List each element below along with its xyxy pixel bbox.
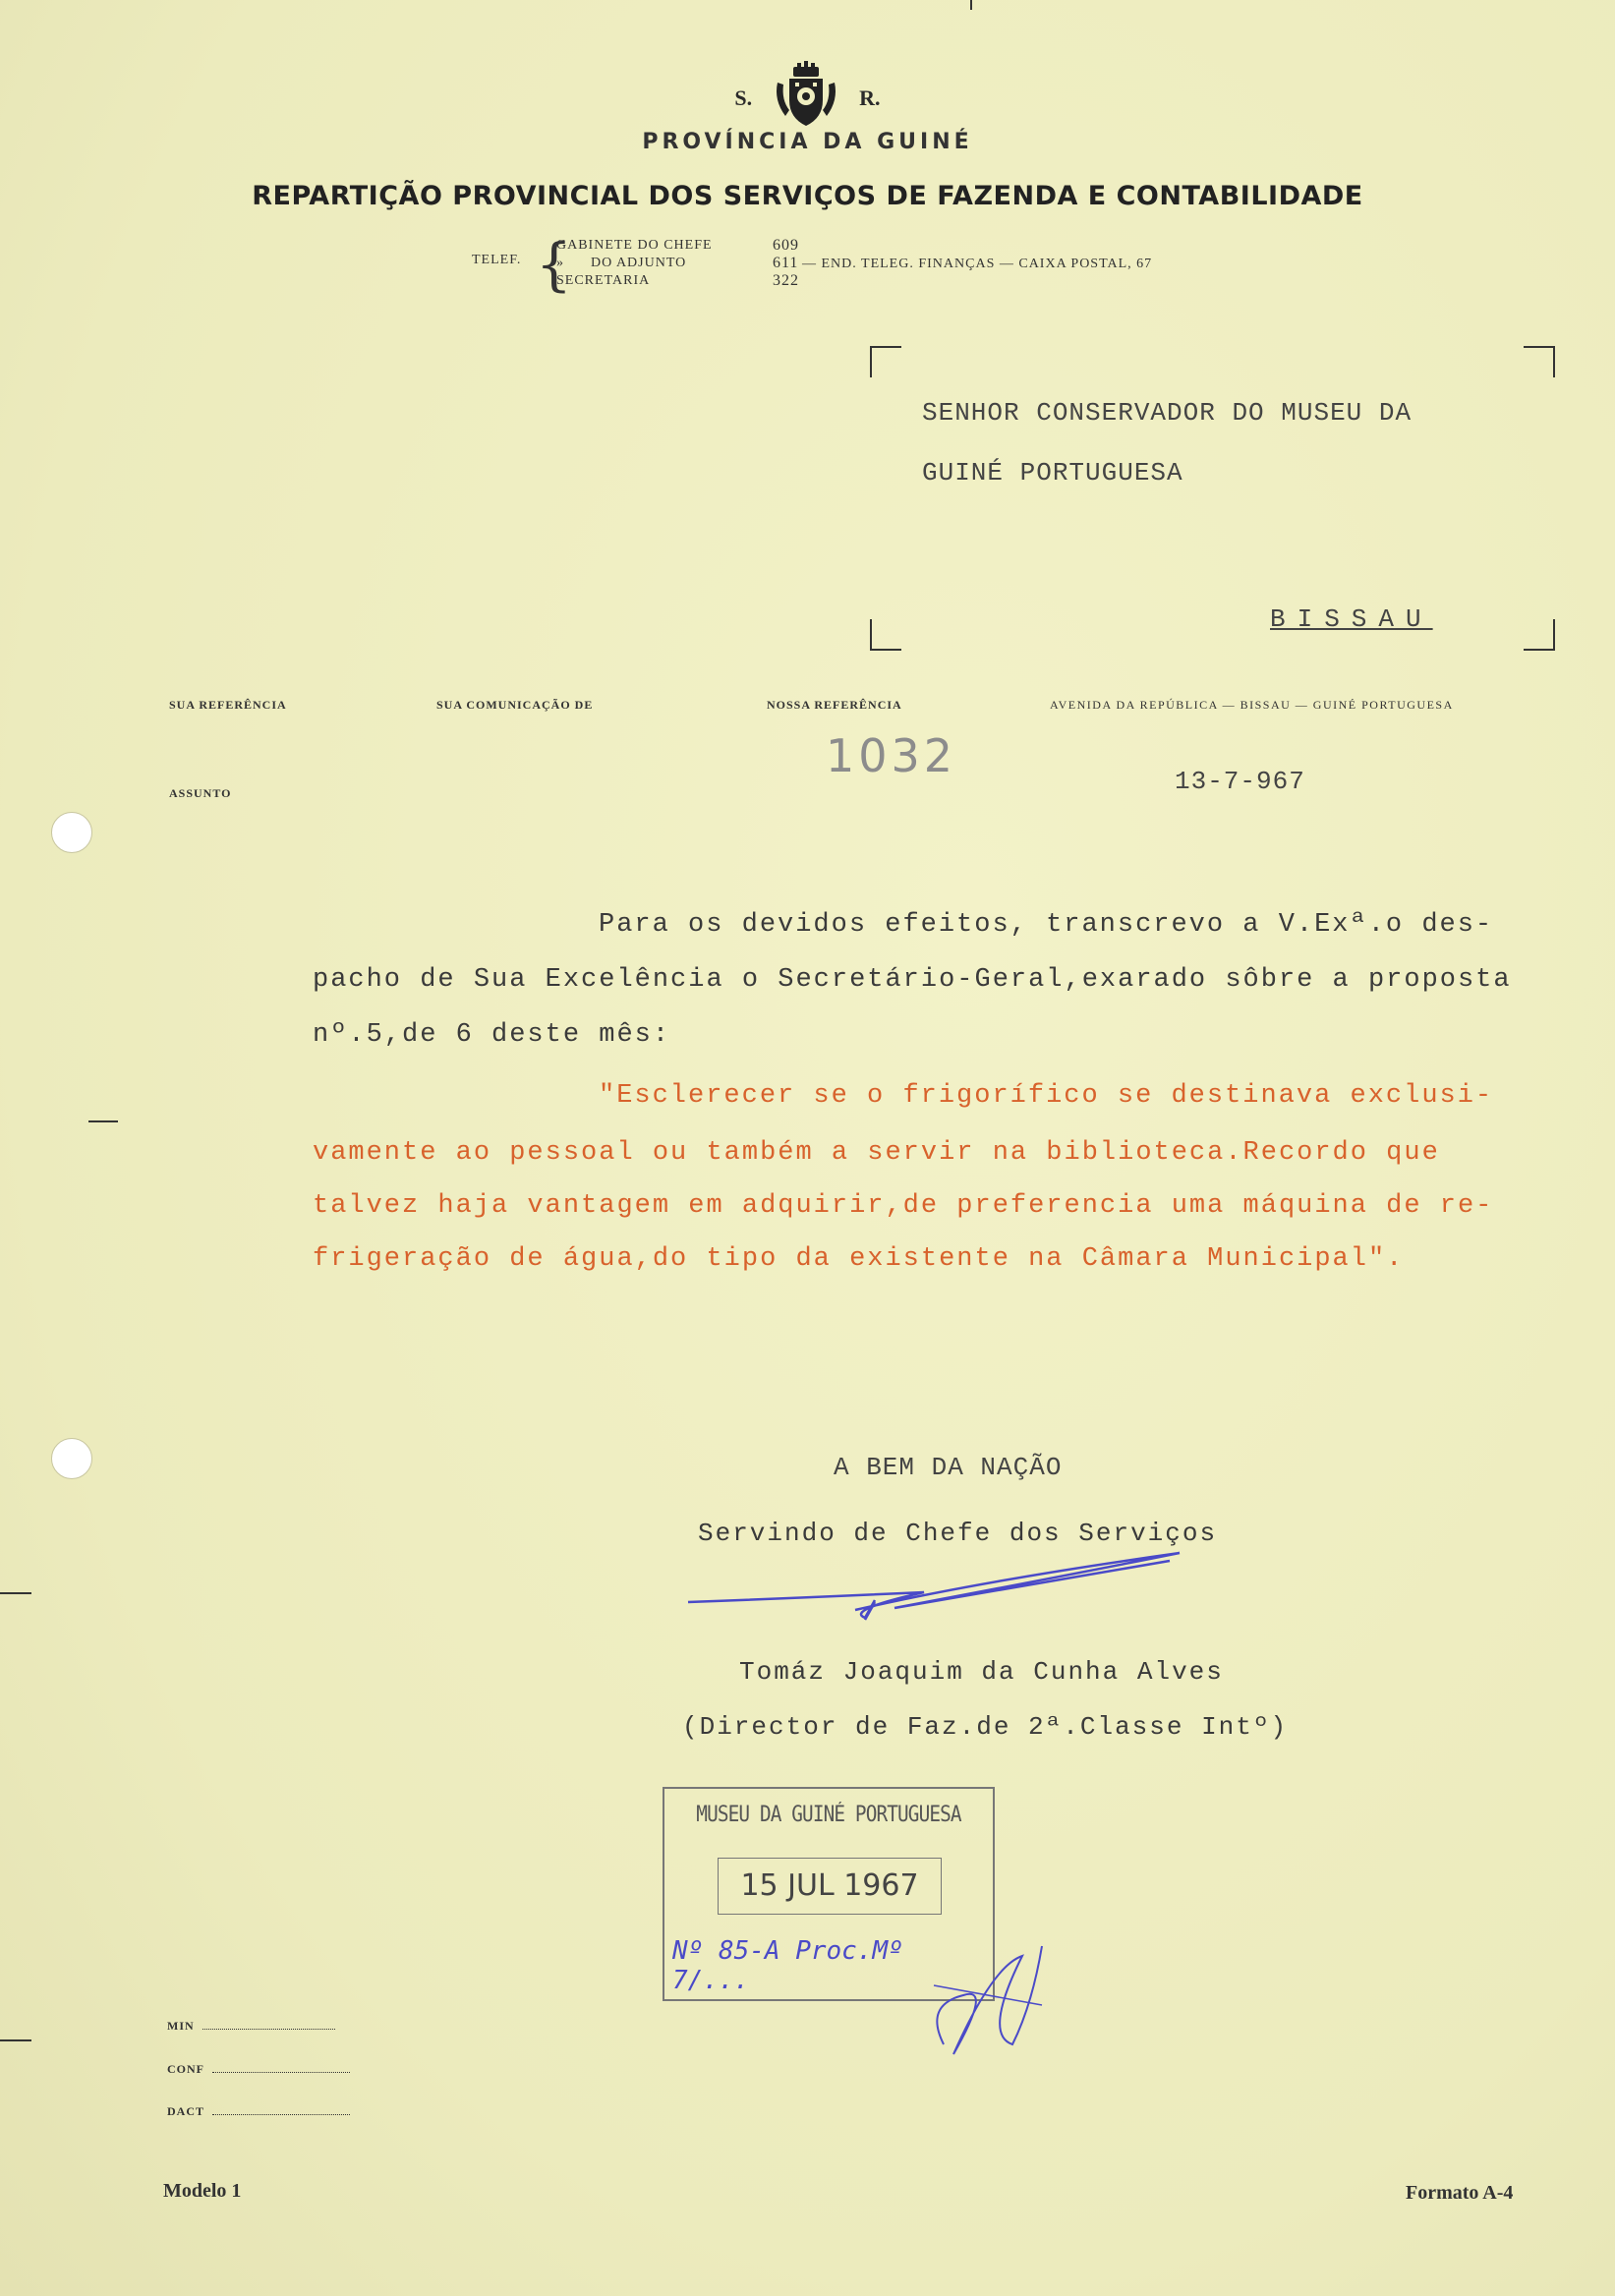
punch-hole [51,1438,92,1479]
signature-scribble [678,1541,1189,1630]
footer-model: Modelo 1 [163,2180,242,2202]
header-sr [0,61,1615,136]
telef-line: SECRETARIA [556,273,651,288]
footer-field [167,2104,350,2119]
department-title: REPARTIÇÃO PROVINCIAL DOS SERVIÇOS DE FAZENDA E CONTABILIDADE [252,181,1363,211]
sr-right: R. [859,86,881,110]
stamp-institution: MUSEU DA GUINÉ PORTUGUESA [696,1803,961,1827]
window-corner [1524,619,1555,651]
footer-field-label: DACT [167,2104,204,2118]
telef-number: 611 [773,255,799,271]
sua-referencia-label: SUA REFERÊNCIA [169,698,287,712]
edge-mark [0,2039,31,2041]
stamp-date-box [718,1858,942,1915]
edge-mark [970,0,972,10]
telef-extra: — END. TELEG. FINANÇAS — CAIXA POSTAL, 67 [802,257,1153,271]
footer-field-label: CONF [167,2062,204,2076]
nossa-referencia-label: NOSSA REFERÊNCIA [767,698,902,712]
telef-numbers [773,237,799,290]
body-line: Para os devidos efeitos, transcrevo a V.Exª.o des- [599,910,1494,940]
telef-number: 322 [773,272,799,289]
body-line: nº.5,de 6 deste mês: [313,1020,671,1050]
stamp-date: 15 JUL 1967 [740,1868,919,1903]
window-corner [870,346,901,377]
punch-hole [51,812,92,853]
telef-brace: { [536,231,572,298]
quote-line: vamente ao pessoal ou também a servir na biblioteca.Recordo que [313,1138,1440,1168]
closing-role: Servindo de Chefe dos Serviços [698,1519,1218,1548]
telef-line: » DO ADJUNTO [556,256,687,270]
coat-of-arms-icon [772,61,840,136]
body-line: pacho de Sua Excelência o Secretário-Geral,exarado sôbre a proposta [313,965,1512,995]
sua-comunicacao-label: SUA COMUNICAÇÃO DE [436,698,594,712]
addressee-line: GUINÉ PORTUGUESA [922,458,1183,488]
footer-field [167,2019,335,2034]
addressee-city: BISSAU [1270,604,1433,634]
addressee-line: SENHOR CONSERVADOR DO MUSEU DA [922,398,1413,428]
quote-line: "Esclerecer se o frigorífico se destinava exclusi- [599,1081,1494,1111]
window-corner [870,619,901,651]
footer-format: Formato A-4 [1406,2182,1514,2204]
initials-scribble [924,1926,1052,2064]
window-corner [1524,346,1555,377]
letter-date: 13-7-967 [1175,767,1305,796]
sr-left: S. [734,86,753,110]
edge-mark [0,1592,31,1594]
address-line: AVENIDA DA REPÚBLICA — BISSAU — GUINÉ PORTUGUESA [1050,698,1454,712]
edge-mark [88,1120,118,1122]
closing-motto: A BEM DA NAÇÃO [834,1453,1063,1482]
province-title: PROVÍNCIA DA GUINÉ [642,130,973,154]
telef-lines [556,237,713,290]
telef-line: GABINETE DO CHEFE [556,238,713,253]
footer-field-label: MIN [167,2019,195,2033]
quote-line: frigeração de água,do tipo da existente na Câmara Municipal". [313,1244,1405,1274]
telef-number: 609 [773,237,799,254]
footer-field [167,2062,350,2077]
signatory-title: (Director de Faz.de 2ª.Classe Intº) [682,1712,1289,1742]
telef-label: TELEF. [472,253,522,267]
stamp-number: Nº 85-A Proc.Mº 7/... [672,1936,903,1995]
assunto-label: ASSUNTO [169,786,232,800]
reference-number: 1032 [826,729,957,782]
signatory-name: Tomáz Joaquim da Cunha Alves [739,1657,1224,1687]
quote-line: talvez haja vantagem em adquirir,de preferencia uma máquina de re- [313,1191,1494,1221]
